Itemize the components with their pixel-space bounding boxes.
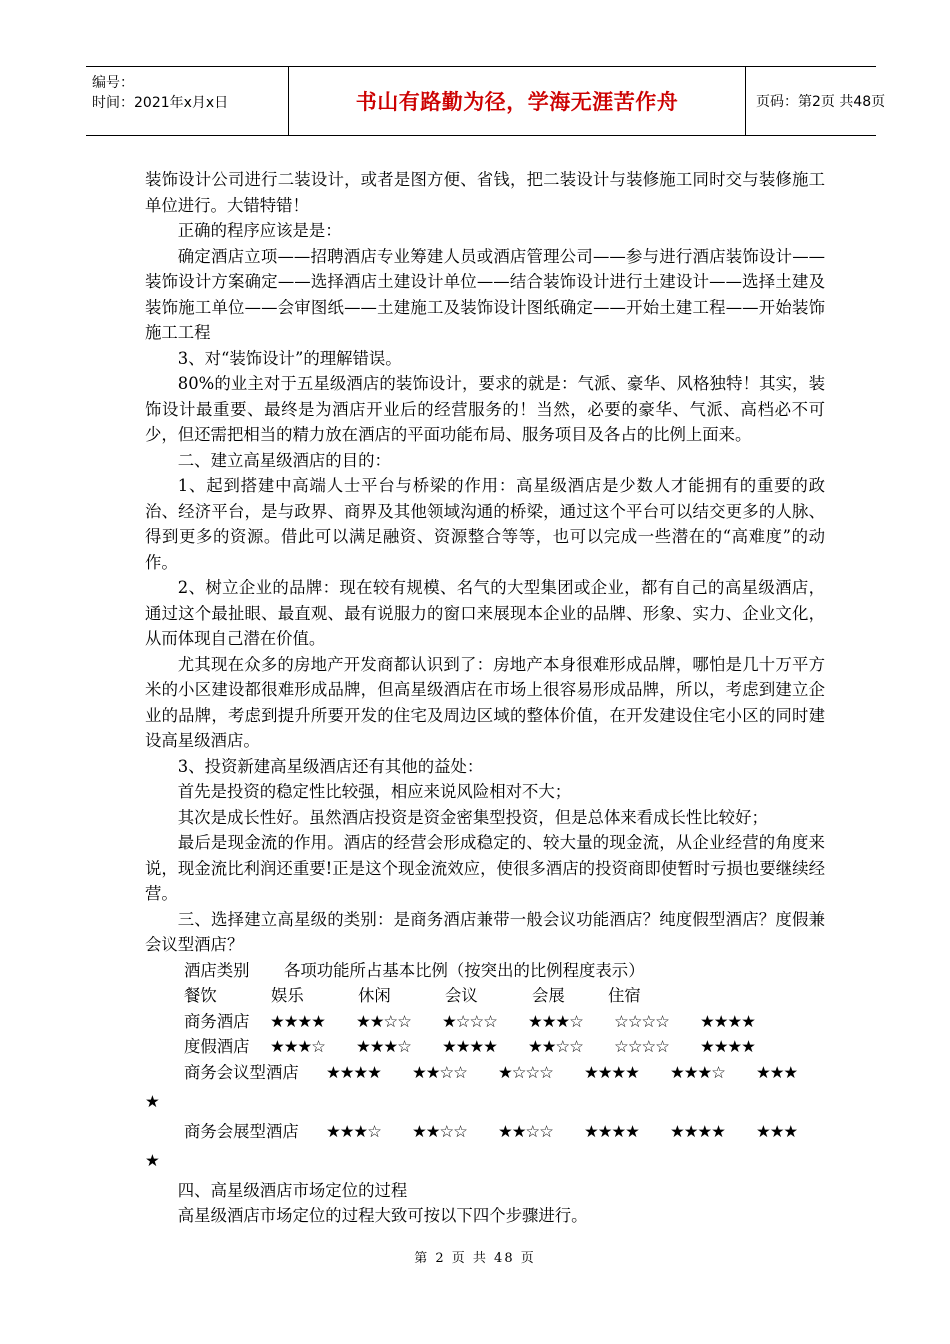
paragraph: 高星级酒店市场定位的过程大致可按以下四个步骤进行。 xyxy=(177,1206,588,1225)
header-page-info: 页码：第2页 共48页 xyxy=(756,94,886,110)
rating-stars: ★☆☆☆ xyxy=(498,1062,553,1082)
paragraph: 3、对“装饰设计”的理解错误。 xyxy=(177,348,402,368)
hotel-type-label: 商务会展型酒店 xyxy=(184,1121,299,1141)
header-meta xyxy=(92,73,286,113)
rating-stars: ★★★☆ xyxy=(326,1121,381,1141)
rating-stars: ★★★★ xyxy=(584,1062,639,1082)
hotel-type-label: 商务会议型酒店 xyxy=(184,1062,299,1082)
function-label: 休闲 xyxy=(358,986,391,1005)
page-header xyxy=(86,66,886,136)
table-function-row xyxy=(145,983,825,1009)
rating-stars: ★★★★ xyxy=(700,1011,755,1031)
table-header-row xyxy=(145,958,825,984)
rating-stars: ★★★★ xyxy=(442,1037,497,1056)
rating-stars: ☆☆☆☆ xyxy=(614,1011,669,1031)
rating-stars: ★★★☆ xyxy=(270,1037,325,1056)
rating-stars: ★★☆☆ xyxy=(412,1062,467,1082)
rating-stars: ★★★ xyxy=(756,1121,798,1141)
rating-stars: ★★★★ xyxy=(326,1062,381,1082)
function-label: 会展 xyxy=(532,986,565,1005)
header-slogan: 书山有路勤为径，学海无涯苦作舟 xyxy=(355,90,679,114)
column-header-ratio: 各项功能所占基本比例（按突出的比例程度表示） xyxy=(284,960,645,980)
paragraph: 3、投资新建高星级酒店还有其他的益处： xyxy=(177,756,484,776)
rating-stars: ★☆☆☆ xyxy=(442,1011,497,1031)
paragraph: 装饰设计公司进行二装设计，或者是图方便、省钱，把二装设计与装修施工同时交与装修施工单位进行。大错特错！ xyxy=(145,170,825,215)
paragraph: 尤其现在众多的房地产开发商都认识到了：房地产本身很难形成品牌，哪怕是几十万平方米的小区建设都很难形成品牌，但高星级酒店在市场上很容易形成品牌，所以，考虑到建立企业的品牌，考虑到提升所要开发的住宅及周边区域的整体价值，在开发建设住宅小区的同时建设高星级酒店。 xyxy=(145,654,825,750)
function-label: 住宿 xyxy=(608,986,641,1005)
rating-stars: ★★★☆ xyxy=(528,1011,583,1031)
page-footer: 第 2 页 共 48 页 xyxy=(414,1251,536,1266)
function-label: 会议 xyxy=(445,986,478,1005)
paragraph: 1、起到搭建中高端人士平台与桥梁的作用：高星级酒店是少数人才能拥有的重要的政治、经济平台，是与政界、商界及其他领域沟通的桥梁，通过这个平台可以结交更多的人脉、得到更多的资源。借此可以满足融资、资源整合等等，也可以完成一些潜在的“高难度”的动作。 xyxy=(145,476,825,572)
rating-stars: ★★★★ xyxy=(270,1011,325,1031)
paragraph: 80%的业主对于五星级酒店的装饰设计，要求的就是：气派、豪华、风格独特！其实，装饰设计最重要、最终是为酒店开业后的经营服务的！当然，必要的豪华、气派、高档必不可少，但还需把相当的精力放在酒店的平面功能布局、服务项目及各占的比例上面来。 xyxy=(145,374,825,444)
hotel-function-table xyxy=(145,958,825,1174)
table-row xyxy=(145,1034,825,1060)
rating-stars: ★★★★ xyxy=(584,1121,639,1141)
document-time: 时间：2021年x月x日 xyxy=(92,95,229,111)
paragraph: 正确的程序应该是是： xyxy=(177,221,342,240)
rating-stars: ★★★ xyxy=(756,1062,798,1082)
rating-stars: ★★★★ xyxy=(670,1121,725,1141)
section-heading: 二、建立高星级酒店的目的： xyxy=(177,450,391,470)
document-body xyxy=(145,167,825,1229)
table-row xyxy=(145,1119,825,1145)
rating-stars: ★★☆☆ xyxy=(528,1037,583,1056)
paragraph: 其次是成长性好。虽然酒店投资是资金密集型投资，但是总体来看成长性比较好； xyxy=(177,807,768,827)
function-label: 娱乐 xyxy=(271,986,304,1005)
paragraph: 2、树立企业的品牌：现在较有规模、名气的大型集团或企业，都有自己的高星级酒店，通过这个最扯眼、最直观、最有说服力的窗口来展现本企业的品牌、形象、实力、企业文化，从而体现自己潜在价值。 xyxy=(145,578,825,648)
table-row xyxy=(145,1060,825,1086)
header-slogan-cell xyxy=(288,67,746,135)
rating-stars-wrap: ★ xyxy=(145,1151,160,1170)
rating-stars: ★★☆☆ xyxy=(498,1121,553,1141)
function-label: 餐饮 xyxy=(184,986,217,1005)
hotel-type-label: 度假酒店 xyxy=(184,1037,250,1056)
paragraph: 确定酒店立项——招聘酒店专业筹建人员或酒店管理公司——参与进行酒店装饰设计——装饰设计方案确定——选择酒店土建设计单位——结合装饰设计进行土建设计——选择土建及装饰施工单位——会审图纸——土建施工及装饰设计图纸确定——开始土建工程——开始装饰施工工程 xyxy=(145,246,825,342)
paragraph: 最后是现金流的作用。酒店的经营会形成稳定的、较大量的现金流，从企业经营的角度来说，现金流比利润还重要!正是这个现金流效应，使很多酒店的投资商即使暂时亏损也要继续经营。 xyxy=(145,833,825,903)
section-heading: 四、高星级酒店市场定位的过程 xyxy=(177,1180,408,1200)
rating-stars-wrap: ★ xyxy=(145,1092,160,1111)
rating-stars: ★★☆☆ xyxy=(412,1121,467,1141)
rating-stars: ★★★★ xyxy=(700,1037,755,1056)
paragraph: 首先是投资的稳定性比较强，相应来说风险相对不大； xyxy=(177,782,572,801)
rating-stars: ★★★☆ xyxy=(356,1037,411,1056)
rating-stars: ★★★☆ xyxy=(670,1062,725,1082)
column-header-type: 酒店类别 xyxy=(184,960,250,980)
rating-stars: ☆☆☆☆ xyxy=(614,1037,669,1056)
rating-stars: ★★☆☆ xyxy=(356,1011,411,1031)
document-number-label: 编号： xyxy=(92,75,134,91)
table-row xyxy=(145,1009,825,1035)
hotel-type-label: 商务酒店 xyxy=(184,1011,250,1031)
section-heading: 三、选择建立高星级的类别：是商务酒店兼带一般会议功能酒店？纯度假型酒店？度假兼会议型酒店？ xyxy=(145,909,825,954)
